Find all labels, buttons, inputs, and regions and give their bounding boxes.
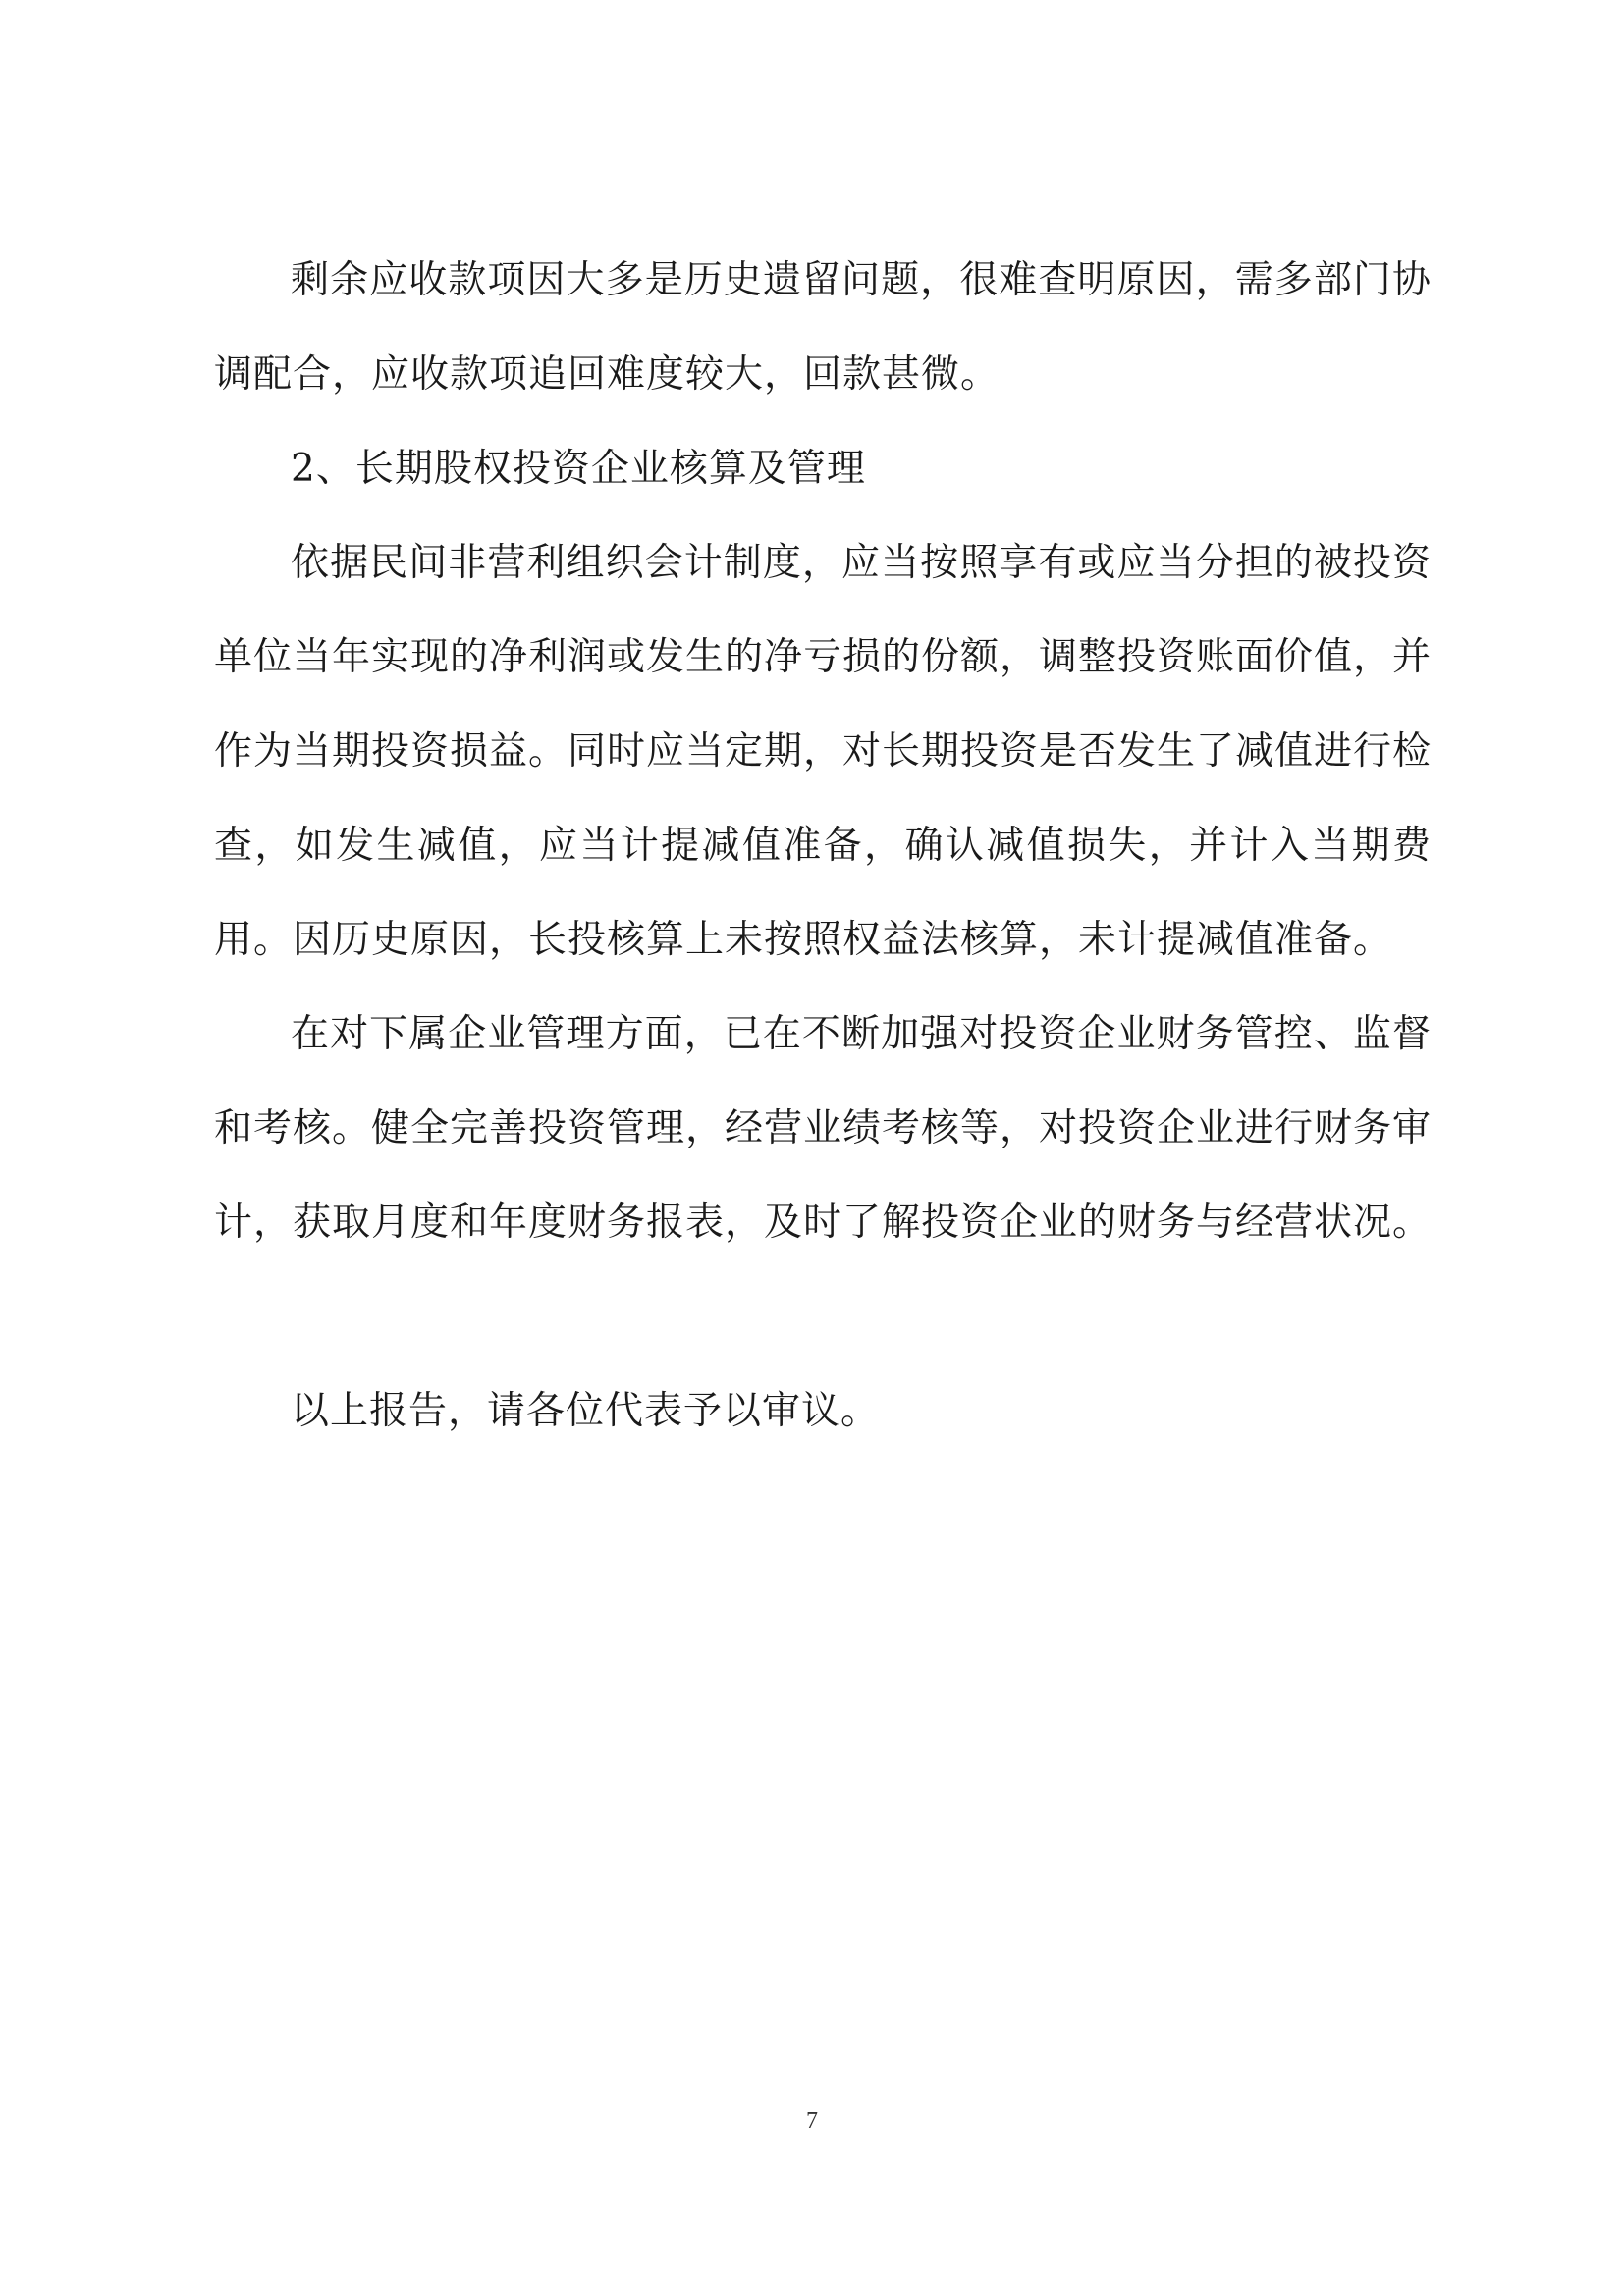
section-heading-long-term-equity: 2、长期股权投资企业核算及管理: [291, 447, 866, 491]
paragraph-accounting-policy: 依据民间非营利组织会计制度，应当按照享有或应当分担的被投资单位当年实现的净利润或发生的净亏损的份额，调整投资账面价值，并作为当期投资损益。同时应当定期，对长期投资是否发生了减值进行检查，如发生减值，应当计提减值准备，确认减值损失，并计入当期费用。因历史原因，长投核算上未按照权益法核算，未计提减值准备。: [214, 541, 1433, 962]
document-body: [214, 234, 1432, 1459]
paragraph-receivables: 剩余应收款项因大多是历史遗留问题，很难查明原因，需多部门协调配合，应收款项追回难度较大，回款甚微。: [214, 258, 1432, 397]
page-number: 7: [806, 2109, 818, 2134]
paragraph-closing: 以上报告，请各位代表予以审议。: [291, 1389, 881, 1433]
paragraph-enterprise-management: 在对下属企业管理方面，已在不断加强对投资企业财务管控、监督和考核。健全完善投资管理，经营业绩考核等，对投资企业进行财务审计，获取月度和年度财务报表，及时了解投资企业的财务与经营状况。: [214, 1012, 1433, 1245]
